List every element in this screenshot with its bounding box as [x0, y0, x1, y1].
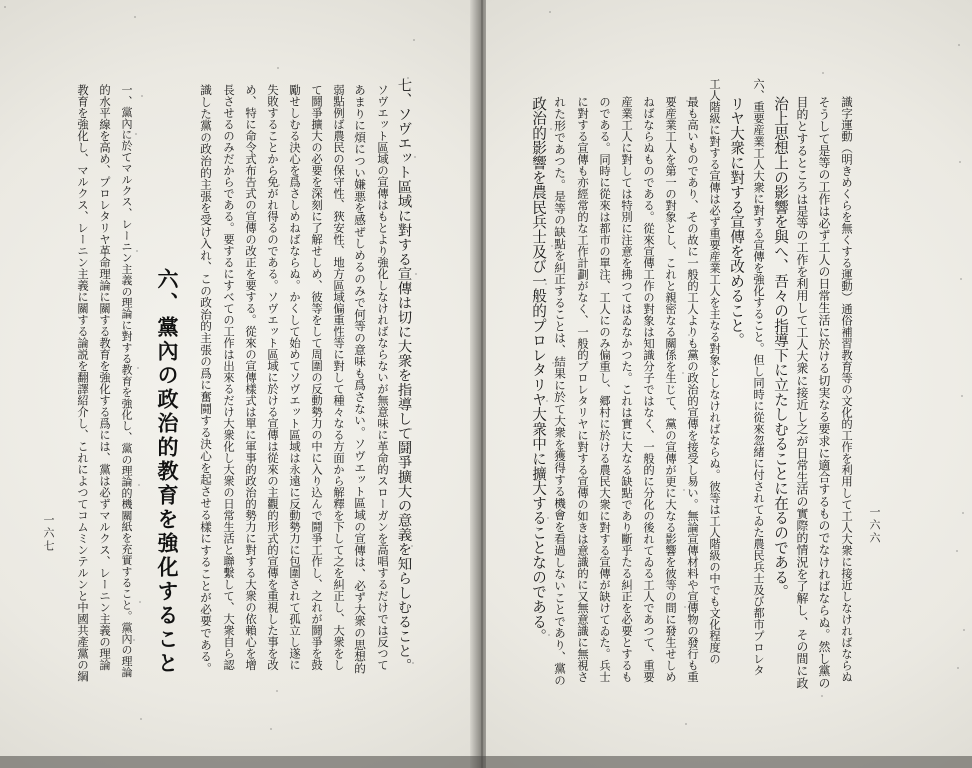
scan-speck	[548, 634, 550, 636]
left-page	[0, 0, 478, 768]
text-column: め、特に命令式布告式の宣傳の改正を要する。從來の宣傳樣式は單に軍事的政治的勢力に對する大衆の依賴心を增	[244, 84, 257, 671]
scan-speck	[956, 550, 958, 552]
scan-speck	[137, 367, 139, 369]
scan-speck	[686, 100, 688, 102]
text-column: 的水平線を高め、プロレタリヤ革命理論に關する教育を強化する爲には、黨は必ずマルクス、レーニン主義の理論	[98, 84, 111, 671]
text-column: 長させるのみだからである。要するにすべての工作は出來るだけ大衆化し大衆の日常生活と聯繫して、大衆自ら認	[222, 84, 235, 671]
text-column: 識した黨の政治的主張を受け入れ、この政治的主張の爲に奮鬪する決心を起させる樣にすることが必要である。	[199, 84, 213, 674]
scan-speck	[4, 6, 6, 8]
scan-speck	[407, 77, 409, 79]
scan-speck	[959, 161, 961, 163]
scan-speck	[140, 718, 142, 720]
scan-speck	[414, 156, 416, 158]
text-column: れた形であつた。是等の缺點を糾正することは、結果に於て大衆を獲得する機會を看過しないことであり、黨の	[553, 96, 567, 686]
text-column: のである。同時に從來は都市の單注、工人にのみ偏重し、郷村に於ける農民大衆に對する宣傳が缺けてゐた。兵士	[598, 96, 611, 683]
scan-speck	[273, 339, 275, 341]
text-column: 教育を強化し、マルクス、レーニン主義に關する論説を翻譯紹介し、これによつてコムミンテルンと中國共產黨の綱	[76, 84, 89, 682]
text-column: 弱點例ば農民の保守性、狹安性、地方區域偏重性等に對して種々なる方面から解釋を下して之を糾正し、大衆をし	[332, 84, 345, 671]
text-column: 要産業工人を第一の對象とし、これと親密なる關係を生じて、黨の宣傳が更に大なる影響を彼等の間に發生せしめ	[664, 96, 677, 683]
scan-speck	[138, 484, 140, 486]
scan-speck	[961, 395, 963, 397]
text-column: 一、黨內に於てマルクス、レーニン主義の理論に對する教育を強化し、黨の理論的機關紙を充實すること。黨內の理論	[120, 84, 133, 678]
page-number: 一六七	[42, 514, 55, 553]
scan-speck	[689, 451, 691, 453]
scan-speck	[409, 311, 411, 313]
scan-speck	[957, 667, 959, 669]
scan-speck	[545, 283, 547, 285]
text-column: に對する宣傳も亦經常的な工作計劃がなく、一般的プロレタリヤに對する宣傳の如きは意識的に又無意識に無視さ	[576, 96, 589, 683]
scan-speck	[412, 662, 414, 664]
scan-speck	[133, 639, 135, 641]
text-column: 六、重要産業工人大衆に對する宣傳を強化すること。但し同時に從來忽緒に付されてゐた農民兵士及び都市プロレタ	[752, 78, 765, 676]
scan-speck	[552, 362, 554, 364]
scan-speck	[547, 517, 549, 519]
text-column: 治上思想上の影響を與へ、吾々の指導下に立たしむることに在るのである。	[772, 96, 789, 600]
scan-speck	[687, 217, 689, 219]
text-column: そうして是等の工作は必ず工人の日常生活に於ける切実なる要求に適合するものでなければならぬ。然し黨の	[817, 96, 831, 689]
scan-speck	[819, 461, 821, 463]
scan-speck	[550, 128, 552, 130]
scan-speck	[826, 540, 828, 542]
right-page	[486, 0, 972, 768]
scan-speck	[685, 723, 687, 725]
scan-speck	[141, 95, 143, 97]
scan-speck	[275, 573, 277, 575]
text-column: あまりに煩につい嫌悪を感ぜしめるのみで何等の意味も爲さない。ソヴエット區域の宣傳は、必ず大衆の思想的	[353, 84, 367, 674]
scan-speck	[820, 578, 822, 580]
scan-speck	[688, 334, 690, 336]
scan-speck	[823, 189, 825, 191]
scan-speck	[824, 306, 826, 308]
scan-edge	[0, 756, 972, 768]
text-column: 失敗することから免がれ得るのである。ソヴエット區域に於ける宣傳は從來の主觀的形式的宣傳を重視した事を改	[266, 84, 279, 671]
scan-speck	[136, 250, 138, 252]
scan-speck	[410, 428, 412, 430]
scan-speck	[277, 67, 279, 69]
scan-speck	[821, 695, 823, 697]
scan-speck	[135, 133, 137, 135]
text-column: て鬪爭擴大の必要を深刻に了解せしめ、彼等をして周圍の反動勢力の中に入り込んで鬪爭工作し、之れが鬪爭を鼓	[310, 84, 323, 671]
text-column: リヤ大衆に對する宣傳を改めること。	[728, 96, 745, 348]
scan-speck	[276, 690, 278, 692]
text-column: 勵せしむる決心を爲さしめねばならぬ。かくして始めてソヴエット區域は永遠に反動勢力に包圍されて孤立し遂に	[288, 84, 301, 671]
scan-speck	[413, 39, 415, 41]
text-column: 政治的影響を農民兵士及び一般的プロレタリヤ大衆中に擴大することなのである。	[530, 96, 547, 644]
scan-speck	[963, 629, 965, 631]
text-column: 目的とするところは是等の工作を利用して工人大衆に接近し之が日常生活の實際的情況を了解し、その間に政	[795, 96, 809, 689]
scan-speck	[270, 728, 272, 730]
scan-speck	[551, 245, 553, 247]
scan-speck	[682, 372, 684, 374]
scan-speck	[415, 273, 417, 275]
scan-speck	[684, 606, 686, 608]
page-number: 一六六	[868, 506, 881, 545]
scan-speck	[549, 11, 551, 13]
text-column: ねばならぬものである。從來宣傳工作の對象は知識分子ではなく、一般的に分化の後れてゐる工人であつて、重要	[642, 96, 655, 683]
scan-speck	[960, 278, 962, 280]
scan-speck	[958, 44, 960, 46]
scan-speck	[274, 456, 276, 458]
scan-speck	[271, 105, 273, 107]
text-column: 最も高いものであり、その故に一般的工人よりも黨の政治的宣傳を接受し易い。無論宣傳材料や宣傳物の發行も重	[686, 96, 699, 683]
scan-speck	[278, 184, 280, 186]
scan-speck	[683, 489, 685, 491]
section-heading: 六、黨內の政治的教育を強化すること	[155, 268, 180, 676]
text-column: 七、ソヴエット區域に對する宣傳は切に大衆を指導して鬪爭擴大の意義を知らしむること。	[396, 78, 412, 673]
scan-speck	[822, 72, 824, 74]
text-column: 識字運動（明きめくらを無くする運動）通俗補習教育等の文化的工作を利用して工人大衆に接近しなければならぬ	[840, 96, 853, 683]
text-column: ソヴエット區域の宣傳はもとより強化しなければならないが無意味に革命的スローガンを高唱するだけでは反つて	[376, 84, 389, 671]
scan-speck	[546, 400, 548, 402]
scan-speck	[134, 16, 136, 18]
text-column: 産業工人に對しては特別に注意を拂つてはゐなかつた。これは實に大なる缺點であり斷乎たる糾正を必要とするも	[620, 96, 633, 683]
text-column: 工人階級に對する宣傳は必ず重要産業工人を主なる對象としなければならぬ。彼等は工人階級の中でも文化程度の	[708, 78, 721, 665]
scan-speck	[825, 423, 827, 425]
scan-speck	[272, 222, 274, 224]
scan-speck	[411, 545, 413, 547]
scan-speck	[139, 601, 141, 603]
scan-speck	[408, 194, 410, 196]
scan-speck	[962, 512, 964, 514]
